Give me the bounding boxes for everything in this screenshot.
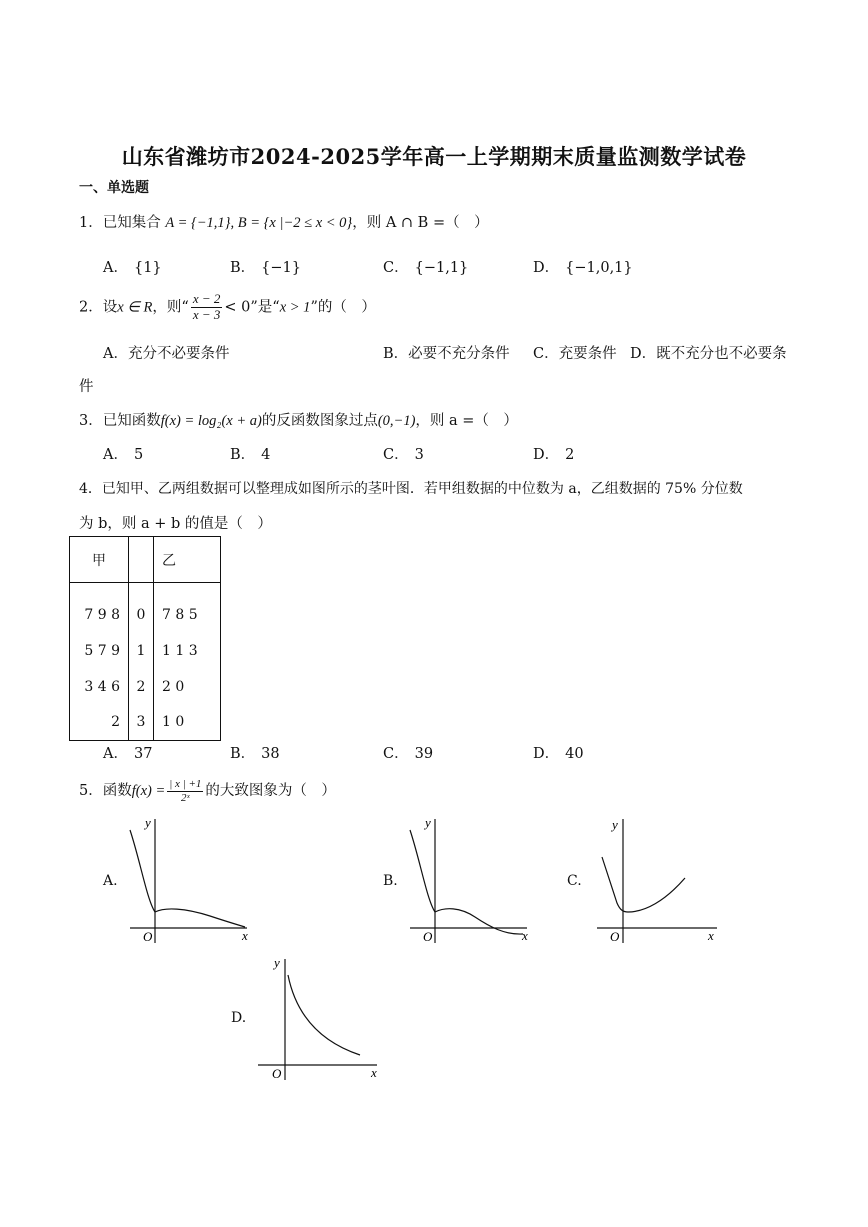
q1-set-b: , B = {x |−2 ≤ x < 0}	[230, 215, 353, 231]
option-text: {−1,1}	[414, 260, 469, 276]
table-spacer-row	[70, 583, 221, 597]
origin-label: O	[423, 929, 433, 944]
option-label: D．	[630, 346, 657, 362]
graph-a-label[interactable]: A.	[103, 873, 118, 889]
option-label: A．	[103, 746, 128, 762]
q2-option-c[interactable]	[533, 342, 617, 363]
q2-option-a[interactable]	[103, 342, 229, 363]
graph-d[interactable]	[255, 955, 385, 1085]
origin-label: O	[610, 929, 620, 944]
q1-number: 1．已知集合	[79, 215, 161, 231]
q1-option-c[interactable]	[383, 256, 468, 277]
stem: 3	[129, 705, 154, 741]
option-text: 40	[565, 746, 584, 762]
stem: 0	[129, 597, 154, 633]
table-row	[70, 633, 221, 669]
q2-fraction	[191, 292, 223, 323]
option-text: 37	[133, 746, 153, 762]
q3-option-b[interactable]	[230, 443, 270, 464]
option-label: C．	[383, 746, 409, 762]
option-text: 2	[565, 447, 575, 463]
table-row	[70, 705, 221, 741]
leaf-right: 1 1 3	[154, 633, 221, 669]
x-label: x	[371, 1065, 377, 1080]
option-label: A．	[103, 346, 128, 362]
option-label: B．	[230, 447, 256, 463]
leaf-right: 7 8 5	[154, 597, 221, 633]
q4-option-d[interactable]	[533, 742, 584, 763]
q3-number: 3．已知函数	[79, 413, 161, 429]
q1-tail: ，则 A ∩ B =（ ）	[352, 215, 489, 231]
question-5	[79, 778, 336, 804]
graph-c[interactable]	[595, 815, 725, 945]
q2-text: ，则“	[152, 299, 189, 316]
q2-condition: x ∈ R	[117, 299, 153, 316]
stem: 1	[129, 633, 154, 669]
graph-b[interactable]	[405, 815, 535, 945]
q5-fraction	[167, 778, 203, 804]
option-text: 38	[261, 746, 280, 762]
option-text: {−1}	[261, 260, 301, 276]
option-label: C．	[383, 260, 409, 276]
option-label: B．	[230, 260, 256, 276]
question-2	[79, 292, 376, 323]
y-label: y	[145, 815, 151, 830]
option-label: D．	[533, 260, 560, 276]
curve	[130, 830, 245, 927]
graph-c-label[interactable]: C.	[567, 873, 582, 889]
origin-label: O	[143, 929, 153, 944]
q3-function: f(x) = log₂(x + a)	[160, 413, 262, 429]
q5-number: 5．函数	[79, 783, 132, 800]
q2-number: 2．设	[79, 299, 118, 316]
option-label: D．	[533, 447, 560, 463]
option-label: A．	[103, 260, 128, 276]
question-1	[79, 211, 489, 232]
y-label: y	[425, 815, 431, 830]
q1-option-a[interactable]	[103, 256, 162, 277]
option-label: B．	[383, 346, 409, 362]
graph-b-label[interactable]: B.	[383, 873, 398, 889]
table-row	[70, 597, 221, 633]
x-label: x	[708, 928, 714, 943]
option-label: B．	[230, 746, 256, 762]
graph-a[interactable]	[125, 815, 255, 945]
q2-option-b[interactable]	[383, 342, 510, 363]
section-heading: 一、单选题	[79, 180, 149, 196]
question-3	[79, 409, 518, 430]
q3-text: 的反函数图象过点	[261, 413, 378, 429]
leaf-right: 1 0	[154, 705, 221, 741]
option-label: C．	[383, 447, 409, 463]
table-header-row	[70, 537, 221, 583]
option-text: 充分不必要条件	[127, 346, 230, 362]
header-stem	[129, 537, 154, 583]
fraction-numerator: x − 2	[192, 291, 221, 306]
option-label: C．	[533, 346, 559, 362]
q3-option-d[interactable]	[533, 443, 574, 464]
x-label: x	[242, 928, 248, 943]
graph-d-label[interactable]: D.	[231, 1010, 247, 1026]
q2-wrap-text: 件	[79, 379, 94, 395]
q2-option-d[interactable]	[630, 342, 787, 363]
stem: 2	[129, 669, 154, 705]
leaf-left: 2	[70, 705, 129, 741]
curve	[410, 830, 523, 934]
q5-tail: 的大致图象为（ ）	[205, 783, 336, 800]
q4-option-c[interactable]	[383, 742, 433, 763]
question-4-line-1: 4．已知甲、乙两组数据可以整理成如图所示的茎叶图．若甲组数据的中位数为 a，乙组数据的 75% 分位数	[79, 481, 743, 497]
page-title: 山东省潍坊市2024-2025学年高一上学期期末质量监测数学试卷	[121, 144, 747, 169]
q3-tail: ，则 a =（ ）	[415, 413, 518, 429]
q1-option-d[interactable]	[533, 256, 633, 277]
option-text: 39	[414, 746, 434, 762]
leaf-left: 7 9 8	[70, 597, 129, 633]
leaf-left: 3 4 6	[70, 669, 129, 705]
q3-option-c[interactable]	[383, 443, 424, 464]
q1-set-a: A = {−1,1}	[165, 215, 231, 231]
table-row	[70, 669, 221, 705]
x-label: x	[522, 928, 528, 943]
q3-option-a[interactable]	[103, 443, 143, 464]
option-text: 4	[261, 447, 271, 463]
leaf-right: 2 0	[154, 669, 221, 705]
q3-point: (0,−1)	[377, 413, 416, 429]
option-text: 充要条件	[558, 346, 617, 362]
curve	[288, 975, 360, 1055]
curve	[602, 857, 685, 912]
option-label: A．	[103, 447, 128, 463]
fraction-denominator: 2ˣ	[181, 791, 190, 804]
header-right: 乙	[154, 537, 221, 583]
question-4-line-2: 为 b，则 a + b 的值是（ ）	[79, 516, 272, 532]
option-text: 既不充分也不必要条	[656, 346, 787, 362]
q1-option-b[interactable]	[230, 256, 301, 277]
q2-tail: ”的（ ）	[310, 299, 376, 316]
option-text: 必要不充分条件	[408, 346, 510, 362]
q2-condition-2: x > 1	[279, 299, 311, 316]
q4-option-a[interactable]	[103, 742, 152, 763]
q2-text-2: < 0”是“	[224, 299, 280, 316]
stem-leaf-table	[69, 536, 221, 741]
y-label: y	[612, 817, 618, 832]
q4-option-b[interactable]	[230, 742, 280, 763]
y-label: y	[274, 955, 280, 970]
option-text: 3	[414, 447, 424, 463]
fraction-numerator: | x | +1	[169, 778, 202, 790]
fraction-denominator: x − 3	[192, 306, 221, 322]
option-label: D．	[533, 746, 560, 762]
option-text: {1}	[133, 260, 162, 276]
option-text: {−1,0,1}	[565, 260, 633, 276]
leaf-left: 5 7 9	[70, 633, 129, 669]
header-left: 甲	[70, 537, 129, 583]
origin-label: O	[272, 1066, 282, 1081]
option-text: 5	[133, 447, 144, 463]
q5-function: f(x) =	[131, 783, 166, 800]
